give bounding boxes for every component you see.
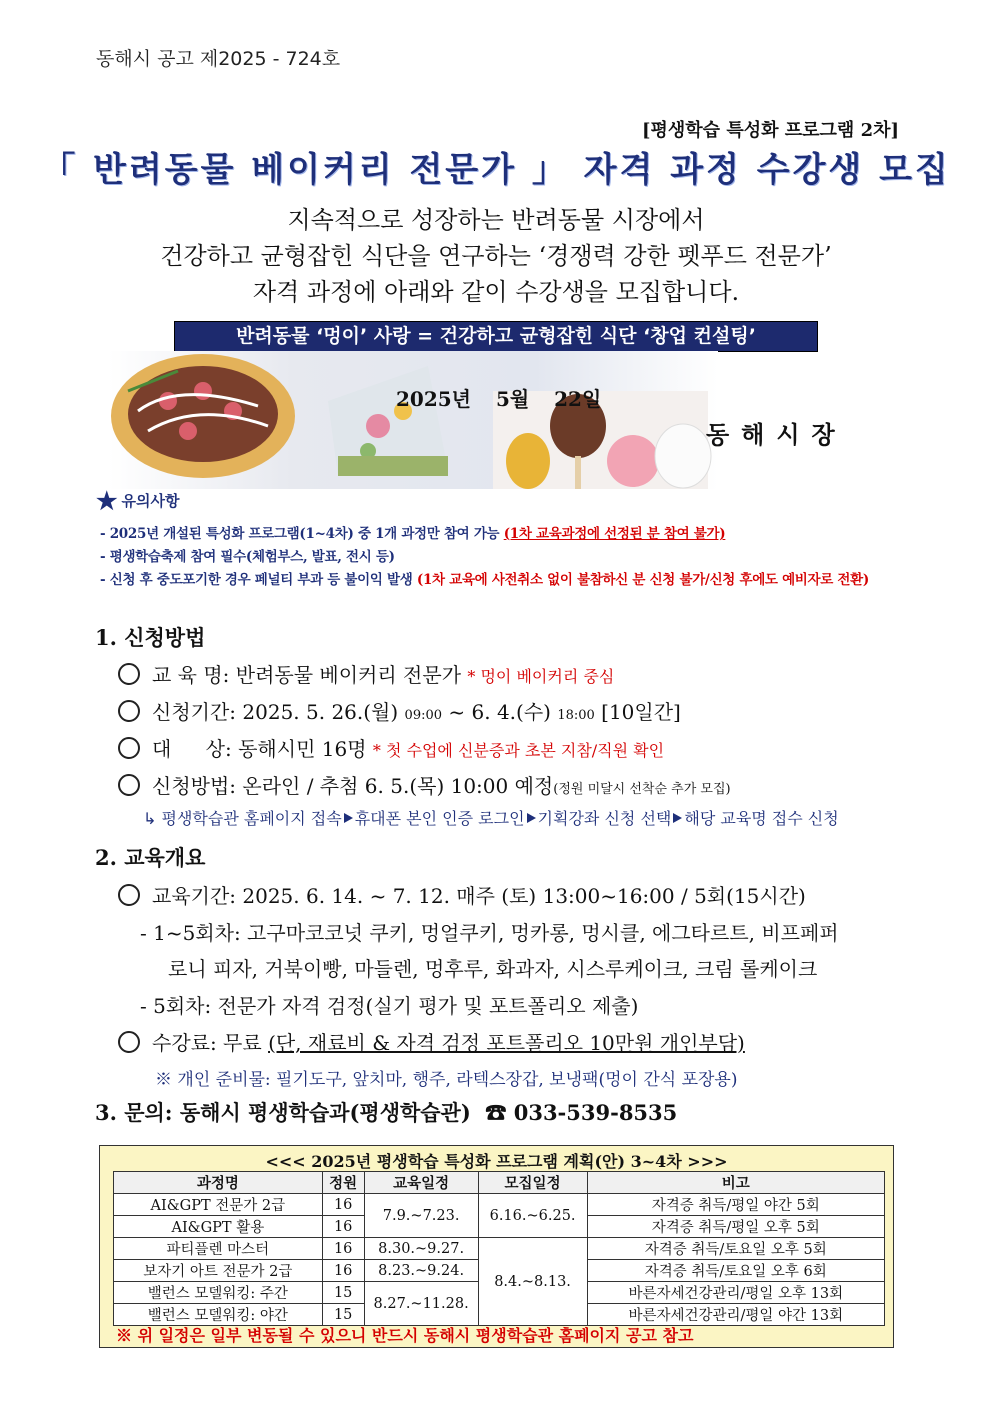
notice-number: 동해시 공고 제2025 - 724호 [96,48,341,70]
caution-warning: (1차 교육과정에 선정된 분 참여 불가) [503,526,726,542]
curriculum-line-2: 로니 피자, 거북이빵, 마들렌, 멍후루, 화과자, 시스루케이크, 크림 롤케이크 [168,957,818,981]
education-schedule-cell: 7.9.~7.23. [364,1194,478,1238]
circle-bullet-icon [118,774,140,796]
period-start: 2025. 5. 26.(월) [242,700,399,724]
contact-row [95,1097,677,1127]
arrow-right-icon [344,813,353,823]
note-cell: 바른자세건강관리/평일 야간 13회 [587,1304,884,1326]
arrow-right-icon [527,813,536,823]
caution-text: - 2025년 개설된 특성화 프로그램(1~4차) 중 1개 과정만 참여 가능 [100,526,504,542]
recruit-schedule-cell: 6.16.~6.25. [478,1194,587,1238]
circle-bullet-icon [118,663,140,685]
method-row [118,770,731,799]
circle-bullet-icon [118,884,140,906]
course-cell: 파티플렌 마스터 [114,1238,323,1260]
column-header: 교육일정 [364,1172,478,1194]
notice-date: 2025년 5월 22일 [396,387,602,411]
table-row [114,1238,885,1260]
mayor-signature: 동해시장 [706,420,847,449]
plan-title: <<< 2025년 평생학습 특성화 프로그램 계획(안) 3~4차 >>> [265,1152,728,1171]
caution-title-text: 유의사항 [121,492,180,510]
phone-icon: ☎ [485,1100,507,1125]
application-period-row [118,696,681,725]
column-header: 모집일정 [478,1172,587,1194]
contact-heading: 3. 문의: 동해시 평생학습과(평생학습관) [95,1100,471,1125]
contact-phone: 033-539-8535 [513,1100,678,1125]
step-item: 해당 교육명 접수 신청 [684,809,839,828]
note-cell: 바른자세건강관리/평일 오후 13회 [587,1282,884,1304]
period-days: [10일간] [601,700,681,724]
slogan-banner: 반려동물 ‘멍이’ 사랑 = 건강하고 균형잡힌 식단 ‘창업 컨설팅’ [174,321,818,352]
column-header: 정원 [322,1172,364,1194]
fee-label: 수강료: 무료 [152,1031,262,1055]
step-item: 기획강좌 신청 선택 [537,809,672,828]
intro-line: 건강하고 균형잡힌 식단을 연구하는 ‘경쟁력 강한 펫푸드 전문가’ [160,242,832,270]
curriculum-line-1: - 1~5회차: 고구마코코넛 쿠키, 멍얼쿠키, 멍카롱, 멍시클, 에그타르트, 비프페퍼 [140,921,839,945]
caution-heading [96,486,179,515]
star-icon: ★ [96,486,118,515]
capacity-cell: 16 [322,1238,364,1260]
series-label: [평생학습 특성화 프로그램 2차] [641,120,899,141]
plan-footer-note: ※ 위 일정은 일부 변동될 수 있으니 반드시 동해시 평생학습관 홈페이지 공고 참고 [116,1326,694,1345]
education-period: 교육기간: 2025. 6. 14. ~ 7. 12. 매주 (토) 13:00~16:00 / 5회(15시간) [152,884,806,908]
step-item: 휴대폰 본인 인증 로그인 [354,809,525,828]
capacity-cell: 16 [322,1194,364,1216]
capacity-cell: 16 [322,1260,364,1282]
target-value: 동해시민 16명 [238,737,367,761]
course-cell: AI&GPT 활용 [114,1216,323,1238]
target-label: 대 상: [152,737,232,761]
application-steps [143,806,839,829]
headline: 「 반려동물 베이커리 전문가 」 자격 과정 수강생 모집 [41,150,951,190]
caution-line-3 [100,568,869,588]
intro-line: 지속적으로 성장하는 반려동물 시장에서 [287,206,705,234]
circle-bullet-icon [118,700,140,722]
period-end-time: 18:00 [557,708,595,723]
section-heading-apply: 1. 신청방법 [95,625,206,650]
table-header-row [114,1172,885,1194]
fee-row [118,1027,745,1056]
caution-text: - 신청 후 중도포기한 경우 페널티 부과 등 불이익 발생 [100,572,417,588]
period-start-time: 09:00 [404,708,443,723]
method-label: 신청방법: [152,774,237,798]
period-separator: ~ [448,700,466,724]
course-cell: 보자기 아트 전문가 2급 [114,1260,323,1282]
caution-warning: (1차 교육에 사전취소 없이 불참하신 분 신청 불가/신청 후에도 예비자로 전환) [416,572,870,588]
circle-bullet-icon [118,1031,140,1053]
education-schedule-cell: 8.27.~11.28. [364,1282,478,1326]
period-end: 6. 4.(수) [471,700,551,724]
note-cell: 자격증 취득/토요일 오후 6회 [587,1260,884,1282]
plan-table [113,1171,885,1326]
bakery-photos [108,351,718,489]
course-cell: AI&GPT 전문가 2급 [114,1194,323,1216]
intro-text [0,202,992,310]
circle-bullet-icon [118,737,140,759]
section-heading-overview: 2. 교육개요 [95,845,206,870]
course-name-row [118,659,614,688]
caution-line-1 [100,522,725,542]
capacity-cell: 15 [322,1304,364,1326]
education-schedule-cell: 8.30.~9.27. [364,1238,478,1260]
note-cell: 자격증 취득/토요일 오후 5회 [587,1238,884,1260]
arrow-right-icon [673,813,682,823]
caution-line-2: - 평생학습축제 참여 필수(체험부스, 발표, 전시 등) [100,549,395,565]
preparation-note: ※ 개인 준비물: 필기도구, 앞치마, 행주, 라텍스장갑, 보냉팩(멍이 간식 포장용) [155,1070,738,1090]
note-cell: 자격증 취득/평일 야간 5회 [587,1194,884,1216]
intro-line: 자격 과정에 아래와 같이 수강생을 모집합니다. [252,278,740,306]
period-label: 신청기간: [152,700,237,724]
fee-note: (단, 재료비 & 자격 검정 포트폴리오 10만원 개인부담) [268,1031,745,1055]
course-note: * 멍이 베이커리 중심 [467,667,615,686]
column-header: 비고 [587,1172,884,1194]
exam-line: - 5회차: 전문가 자격 검정(실기 평가 및 포트폴리오 제출) [140,994,639,1018]
steps-prefix: ↳ [143,809,157,828]
course-cell: 밸런스 모델워킹: 주간 [114,1282,323,1304]
target-note: * 첫 수업에 신분증과 초본 지참/직원 확인 [372,741,665,760]
note-cell: 자격증 취득/평일 오후 5회 [587,1216,884,1238]
course-value: 반려동물 베이커리 전문가 [235,663,462,687]
program-plan-box [99,1145,894,1348]
step-item: 평생학습관 홈페이지 접속 [161,809,342,828]
table-row [114,1194,885,1216]
pizza-image [111,354,295,478]
course-label: 교 육 명: [152,663,230,687]
education-schedule-cell: 8.23.~9.24. [364,1260,478,1282]
target-row [118,733,664,762]
method-note: (정원 미달시 선착순 추가 모집) [553,782,731,797]
recruit-schedule-cell: 8.4.~8.13. [478,1238,587,1326]
course-cell: 밸런스 모델워킹: 야간 [114,1304,323,1326]
capacity-cell: 15 [322,1282,364,1304]
column-header: 과정명 [114,1172,323,1194]
method-value: 온라인 / 추첨 6. 5.(목) 10:00 예정 [242,774,554,798]
capacity-cell: 16 [322,1216,364,1238]
education-period-row [118,880,806,909]
